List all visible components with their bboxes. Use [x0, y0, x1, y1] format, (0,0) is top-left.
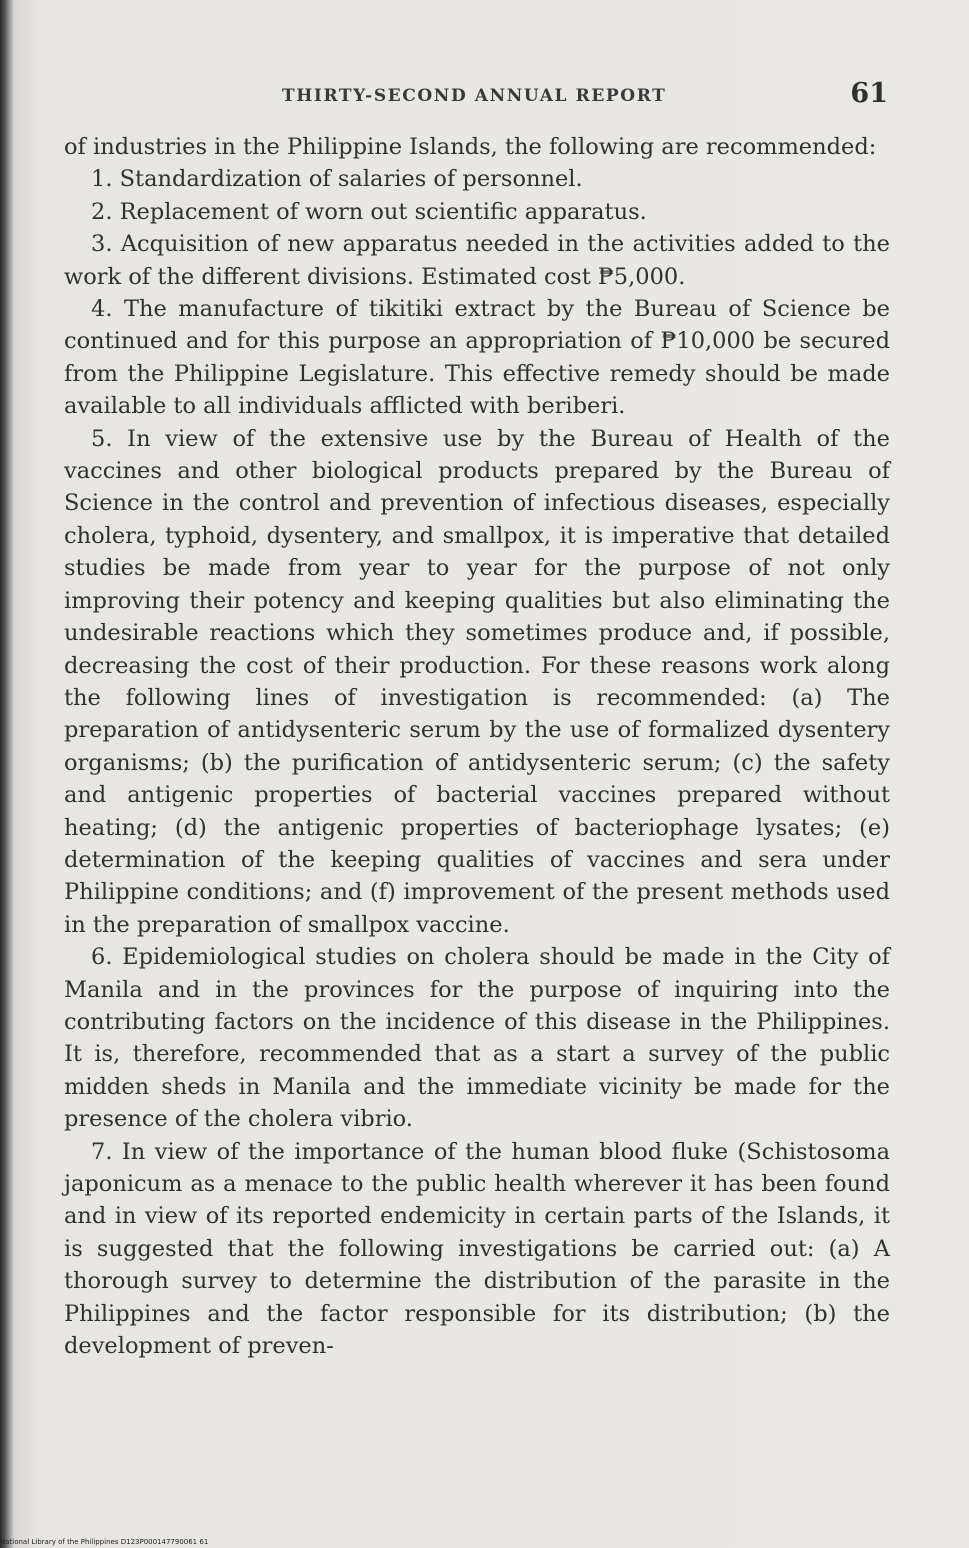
recommendation-item-1: 1. Standardization of salaries of personnel.	[91, 166, 583, 193]
intro-paragraph: of industries in the Philippine Islands, the following are recommended:	[64, 134, 877, 160]
recommendation-item-2: 2. Replacement of worn out scientific apparatus.	[91, 198, 647, 225]
running-head: THIRTY-SECOND ANNUAL REPORT	[282, 86, 667, 106]
page-header	[60, 78, 890, 118]
recommendation-item-4: 4. The manufacture of tikitiki extract by the Bureau of Science be continued and for this purpose an appropriation of ₱10,000 be secured from the Philippine Legislature. This effective remedy should be made available to all individuals afflicted with beriberi.	[64, 296, 890, 420]
page-number: 61	[850, 78, 888, 109]
scan-credit-footer: National Library of the Philippines D123P000147790061 61	[0, 1538, 209, 1546]
recommendation-item-5: 5. In view of the extensive use by the Bureau of Health of the vaccines and other biological products prepared by the Bureau of Science in the control and prevention of infectious diseases, especially cholera, typhoid, dysentery, and smallpox, it is imperative that detailed studies be made from year to year for the purpose of not only improving their potency and keeping qualities but also eliminating the undesirable reactions which they sometimes produce and, if possible, decreasing the cost of their production. For these reasons work along the following lines of investigation is recommended: (a) The preparation of antidysenteric serum by the use of formalized dysentery organisms; (b) the purification of antidysenteric serum; (c) the safety and antigenic properties of bacterial vaccines prepared without heating; (d) the antigenic properties of bacteriophage lysates; (e) determination of the keeping qualities of vaccines and sera under Philippine conditions; and (f) improvement of the present methods used in the preparation of smallpox vaccine.	[64, 425, 890, 938]
recommendation-item-6: 6. Epidemiological studies on cholera should be made in the City of Manila and in the provinces for the purpose of inquiring into the contributing factors on the incidence of this disease in the Philippines. It is, therefore, recommended that as a start a survey of the public midden sheds in Manila and the immediate vicinity be made for the presence of the cholera vibrio.	[64, 944, 890, 1133]
recommendation-item-7: 7. In view of the importance of the human blood fluke (Schistosoma japonicum as a menace to the public health wherever it has been found and in view of its reported endemicity in certain parts of the Islands, it is suggested that the following investigations be carried out: (a) A thorough survey to determine the distribution of the parasite in the Philippines and the factor responsible for its distribution; (b) the development of preven-	[64, 1138, 890, 1360]
body-text	[64, 131, 890, 1362]
recommendation-item-3: 3. Acquisition of new apparatus needed in the activities added to the work of the different divisions. Estimated cost ₱5,000.	[64, 231, 890, 290]
